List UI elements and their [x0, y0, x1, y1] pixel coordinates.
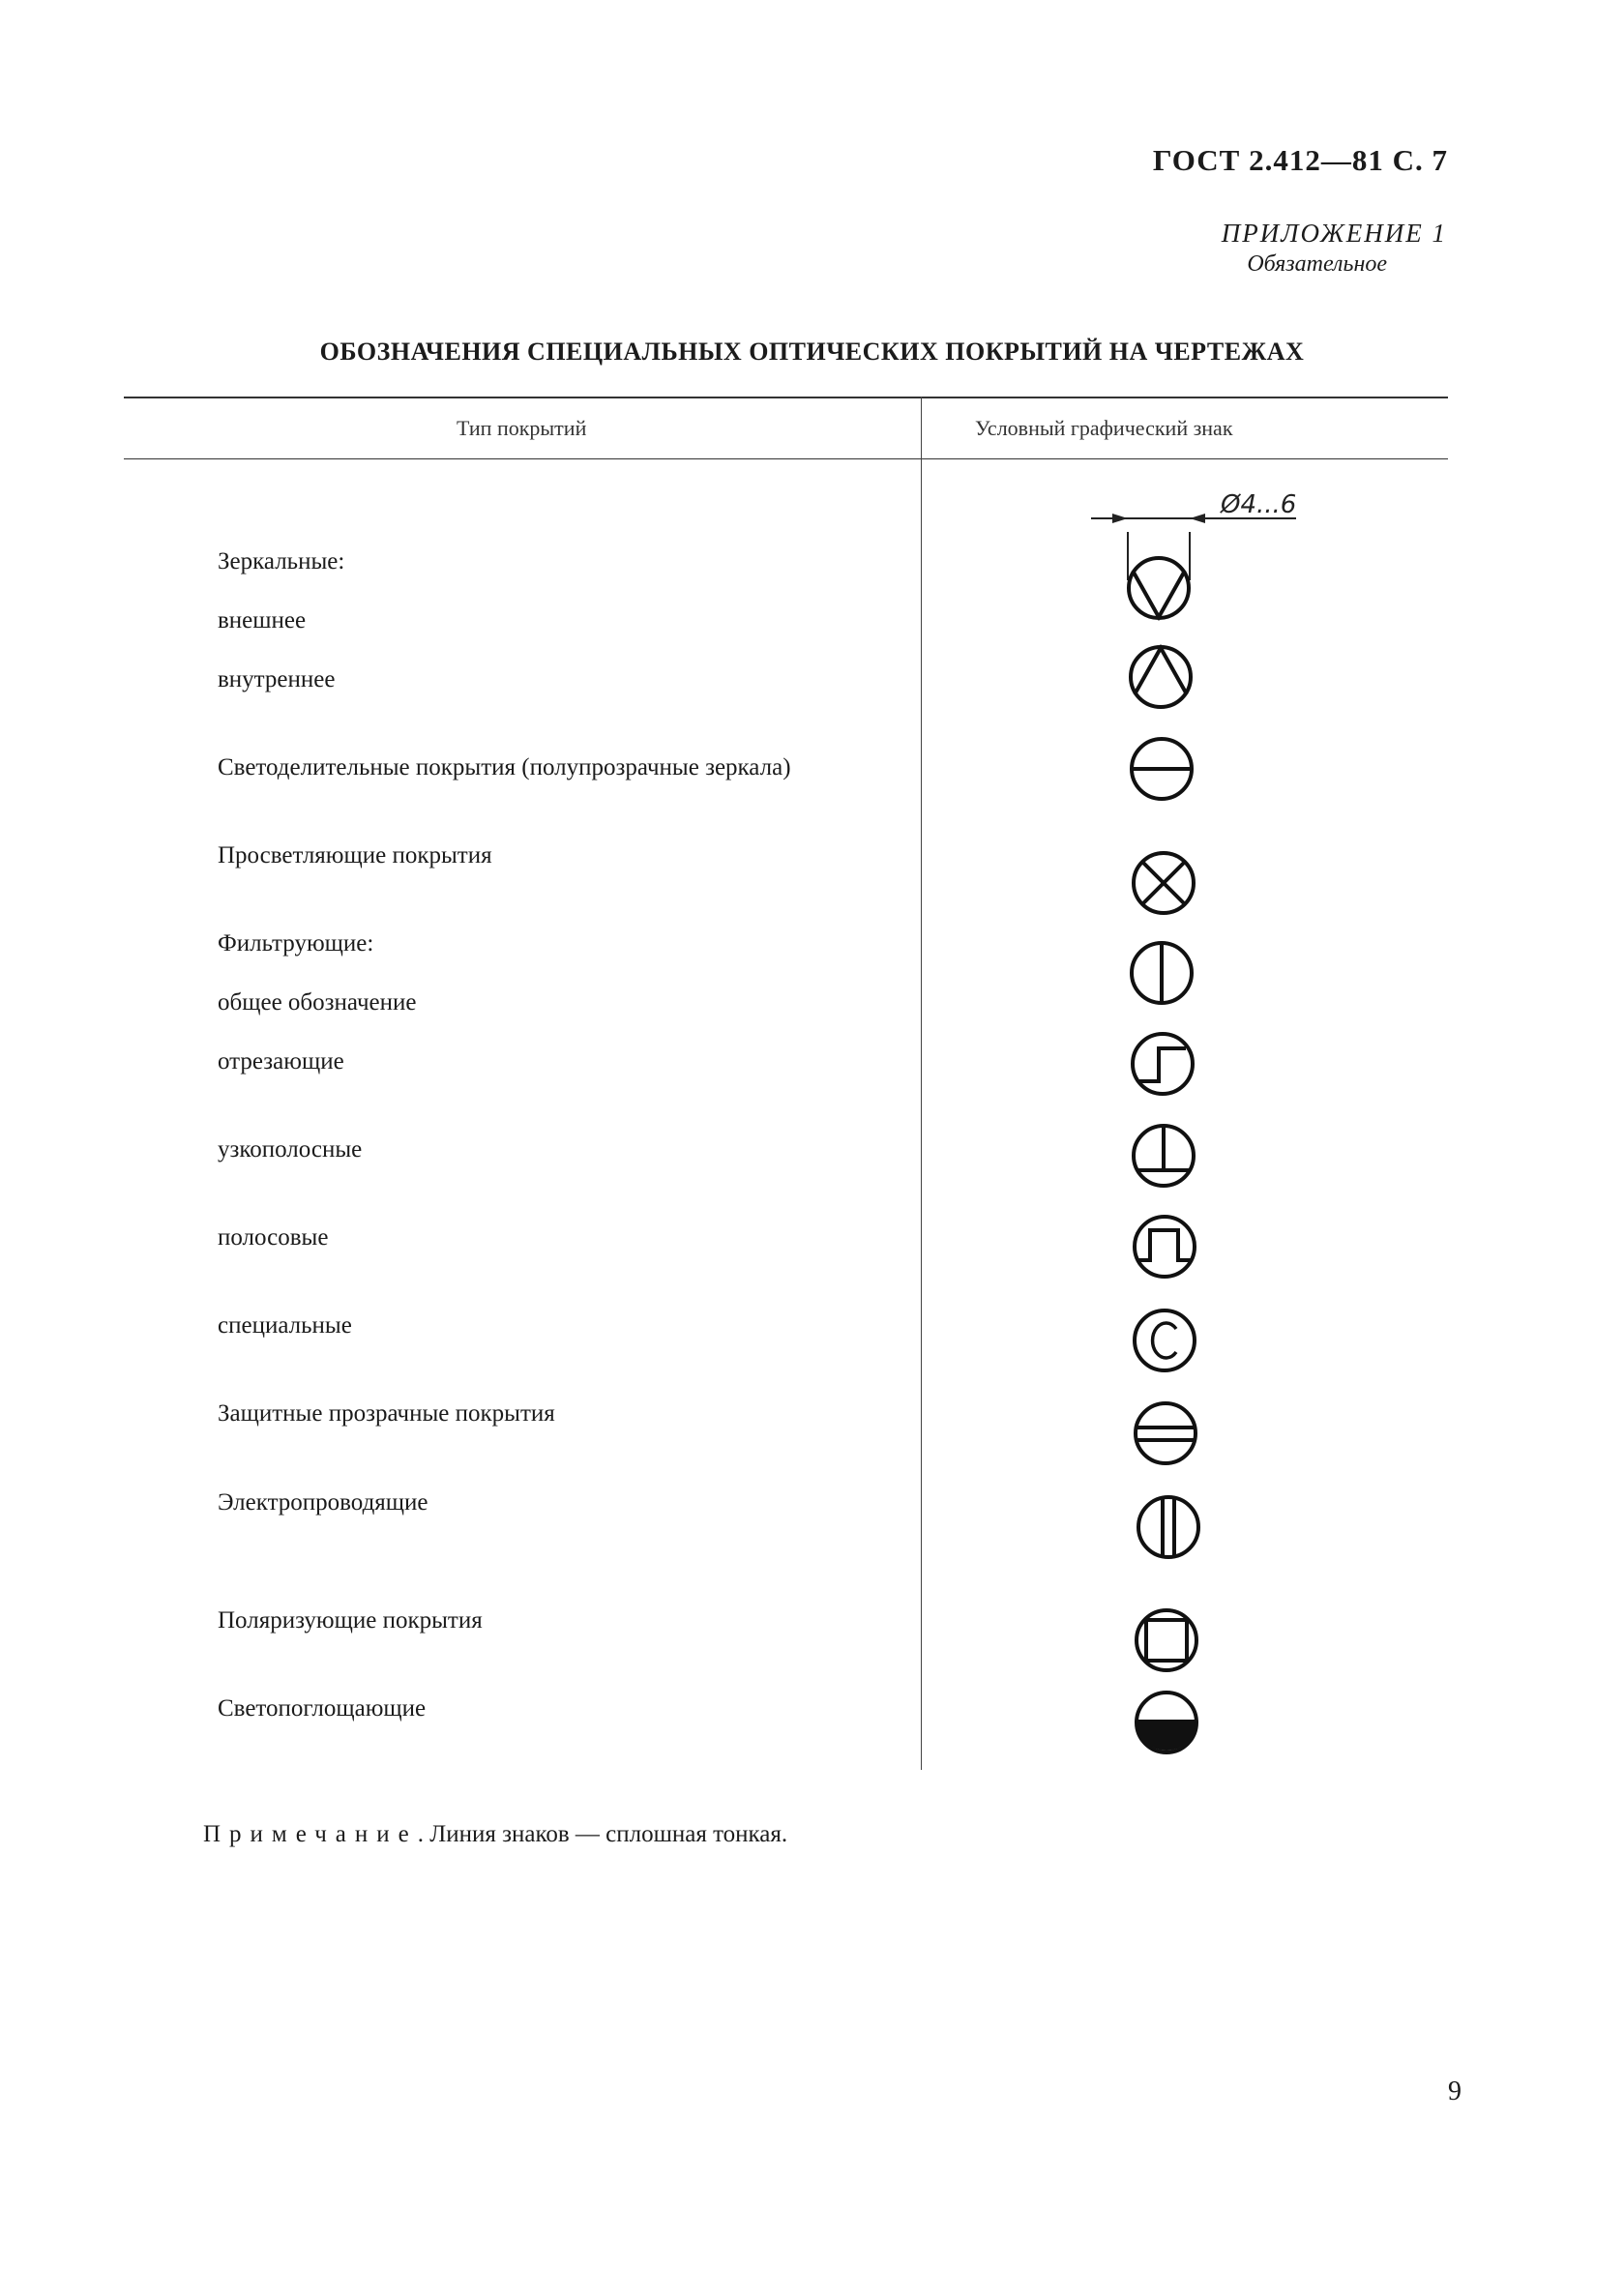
circle-square-icon	[1137, 1610, 1196, 1670]
document-code: ГОСТ 2.412—81 С. 7	[1152, 143, 1448, 177]
circle-pulse-icon	[1135, 1217, 1195, 1277]
row-label-antireflection: Просветляющие покрытия	[218, 842, 492, 868]
column-header-type: Тип покрытий	[457, 416, 587, 440]
row-label-filter-cutoff: отрезающие	[218, 1048, 344, 1074]
column-header-symbol: Условный графический знак	[975, 416, 1233, 440]
page-number: 9	[1448, 2076, 1462, 2106]
row-label-polarizing: Поляризующие покрытия	[218, 1607, 483, 1634]
circle-double-horizontal-icon	[1136, 1403, 1196, 1463]
circle-x-icon	[1134, 853, 1194, 913]
triangle-up-in-circle-icon	[1131, 647, 1191, 707]
row-label-beam-splitting: Светоделительные покрытия (полупрозрачные зеркала)	[218, 754, 791, 780]
row-label-conductive: Электропроводящие	[218, 1489, 428, 1516]
circle-double-vertical-icon	[1138, 1497, 1198, 1557]
row-label-filter-group: Фильтрующие:	[218, 930, 374, 957]
table-note	[203, 1821, 787, 1848]
dimension-label: Ø4...6	[1221, 490, 1297, 519]
circle-half-filled-icon	[1136, 1693, 1197, 1752]
row-label-filter-narrowband: узкополосные	[218, 1136, 363, 1163]
annex-status: Обязательное	[1247, 251, 1387, 277]
circle-inverted-t-icon	[1134, 1126, 1194, 1186]
row-label-filter-general: общее обозначение	[218, 989, 417, 1016]
circle-vertical-line-icon	[1132, 943, 1192, 1003]
row-label-filter-special: специальные	[218, 1312, 352, 1339]
note-prefix: Примечание	[203, 1821, 418, 1847]
page-title: ОБОЗНАЧЕНИЯ СПЕЦИАЛЬНЫХ ОПТИЧЕСКИХ ПОКРЫТИЙ НА ЧЕРТЕЖАХ	[319, 338, 1305, 366]
circle-letter-c-icon	[1135, 1310, 1195, 1370]
note-text: . Линия знаков — сплошная тонкая.	[417, 1821, 788, 1847]
row-label-filter-bandpass: полосовые	[218, 1224, 329, 1251]
circle-step-icon	[1133, 1034, 1193, 1094]
dimension-annotation	[1091, 490, 1296, 580]
circle-horizontal-line-icon	[1132, 739, 1192, 799]
row-label-mirror-external: внешнее	[218, 607, 307, 633]
row-label-mirror-group: Зеркальные:	[218, 548, 345, 574]
row-label-protective: Защитные прозрачные покрытия	[218, 1400, 555, 1427]
row-label-light-absorbing: Светопоглощающие	[218, 1695, 427, 1722]
row-label-mirror-internal: внутреннее	[218, 666, 336, 692]
triangle-down-in-circle-icon	[1129, 558, 1189, 618]
annex-label: ПРИЛОЖЕНИЕ 1	[1221, 219, 1447, 248]
